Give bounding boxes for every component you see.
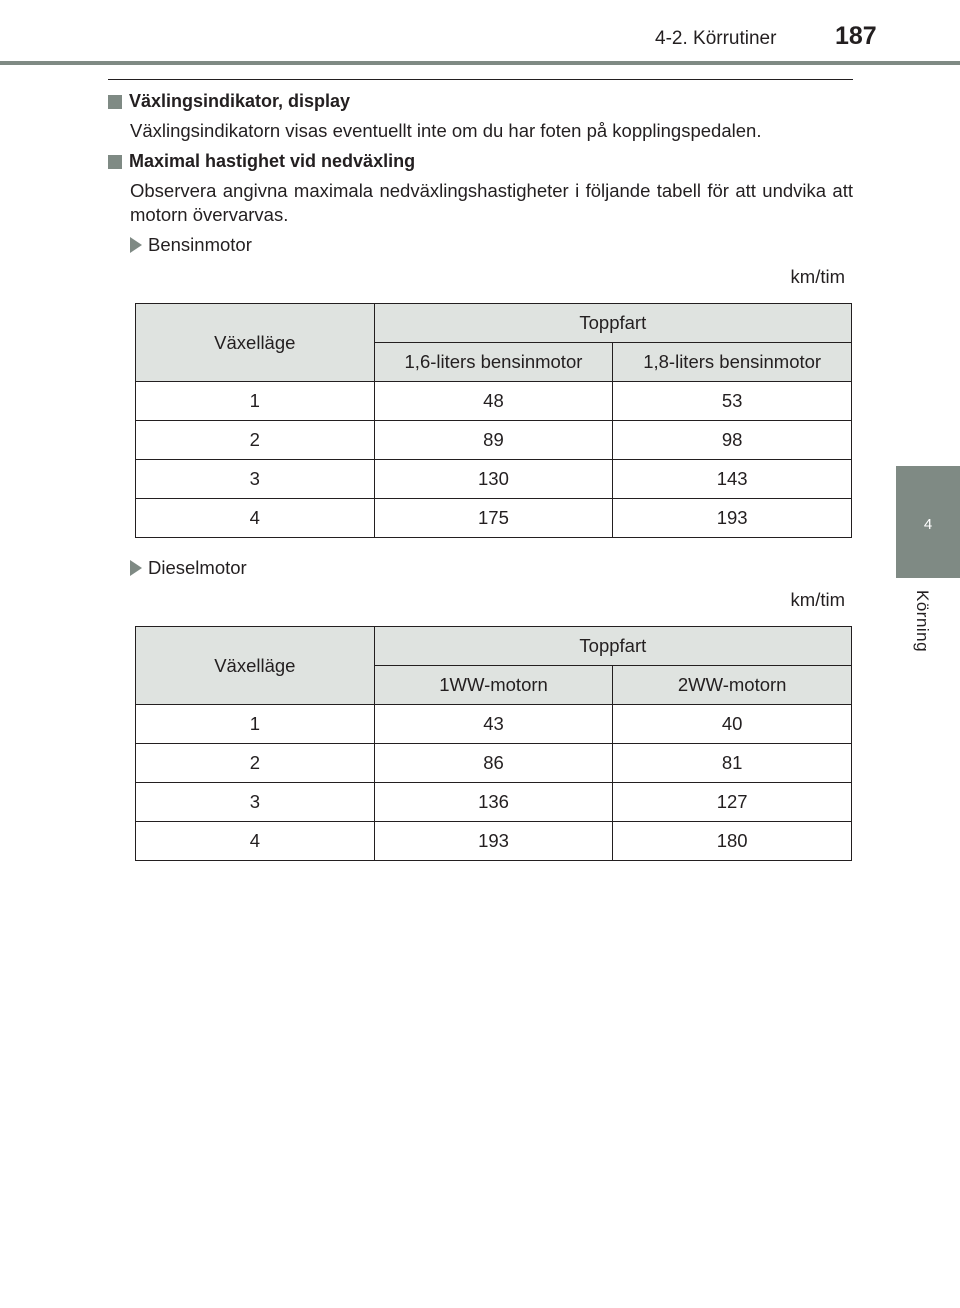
table-cell: 4 [136, 499, 375, 538]
section-body: Växlingsindikatorn visas eventuellt inte om du har foten på kopplingspedalen. [130, 120, 762, 141]
subheading-text: Bensinmotor [148, 234, 252, 255]
column-header-engine-b: 2WW-motorn [613, 666, 852, 705]
table-cell: 3 [136, 783, 375, 822]
petrol-speed-table [135, 303, 852, 538]
table-cell: 1 [136, 382, 375, 421]
square-bullet-icon [108, 95, 122, 109]
table-cell: 2 [136, 421, 375, 460]
chapter-label: Körning [913, 590, 932, 653]
diesel-speed-table [135, 626, 852, 861]
subheading-text: Dieselmotor [148, 557, 247, 578]
table-header-row [136, 304, 852, 343]
section-body: Observera angivna maximala nedväxlingshastigheter i följande tabell för att undvika att motorn övervarvas. [130, 180, 853, 225]
table-row [136, 499, 852, 538]
table-cell: 136 [374, 783, 613, 822]
table-cell: 81 [613, 744, 852, 783]
table-cell: 2 [136, 744, 375, 783]
section-heading-text: Växlingsindikator, display [129, 91, 351, 111]
content-rule [108, 79, 853, 80]
table-cell: 130 [374, 460, 613, 499]
table-row [136, 421, 852, 460]
table-row [136, 460, 852, 499]
section-heading-text: Maximal hastighet vid nedväxling [129, 151, 416, 171]
section-heading [108, 91, 853, 112]
table-row [136, 822, 852, 861]
table-row [136, 705, 852, 744]
square-bullet-icon [108, 155, 122, 169]
subheading-diesel [130, 557, 247, 579]
section-heading [108, 151, 853, 172]
column-group-header: Toppfart [374, 304, 851, 343]
table-row [136, 783, 852, 822]
table-cell: 53 [613, 382, 852, 421]
triangle-bullet-icon [130, 237, 142, 253]
chapter-number: 4 [923, 516, 933, 533]
section-max-speed [108, 151, 853, 227]
header-rule [0, 61, 960, 65]
page-number: 187 [835, 22, 877, 50]
table-cell: 40 [613, 705, 852, 744]
column-header-engine-a: 1WW-motorn [374, 666, 613, 705]
table-header-row [136, 627, 852, 666]
table-cell: 127 [613, 783, 852, 822]
column-header-engine-b: 1,8-liters bensinmotor [613, 343, 852, 382]
unit-label: km/tim [790, 589, 845, 610]
unit-label: km/tim [790, 266, 845, 287]
table-row [136, 382, 852, 421]
table-cell: 180 [613, 822, 852, 861]
column-header-gear: Växelläge [136, 304, 375, 382]
column-header-gear: Växelläge [136, 627, 375, 705]
table-cell: 193 [374, 822, 613, 861]
table-cell: 1 [136, 705, 375, 744]
table-cell: 193 [613, 499, 852, 538]
table-cell: 143 [613, 460, 852, 499]
table-cell: 175 [374, 499, 613, 538]
header-section-title: 4-2. Körrutiner [655, 28, 777, 49]
table-cell: 86 [374, 744, 613, 783]
subheading-petrol [130, 234, 252, 256]
table-cell: 4 [136, 822, 375, 861]
triangle-bullet-icon [130, 560, 142, 576]
table-cell: 89 [374, 421, 613, 460]
table-cell: 3 [136, 460, 375, 499]
table-cell: 48 [374, 382, 613, 421]
table-cell: 98 [613, 421, 852, 460]
table-row [136, 744, 852, 783]
section-shift-indicator [108, 91, 853, 143]
table-cell: 43 [374, 705, 613, 744]
chapter-tab [896, 466, 960, 578]
column-header-engine-a: 1,6-liters bensinmotor [374, 343, 613, 382]
column-group-header: Toppfart [374, 627, 851, 666]
